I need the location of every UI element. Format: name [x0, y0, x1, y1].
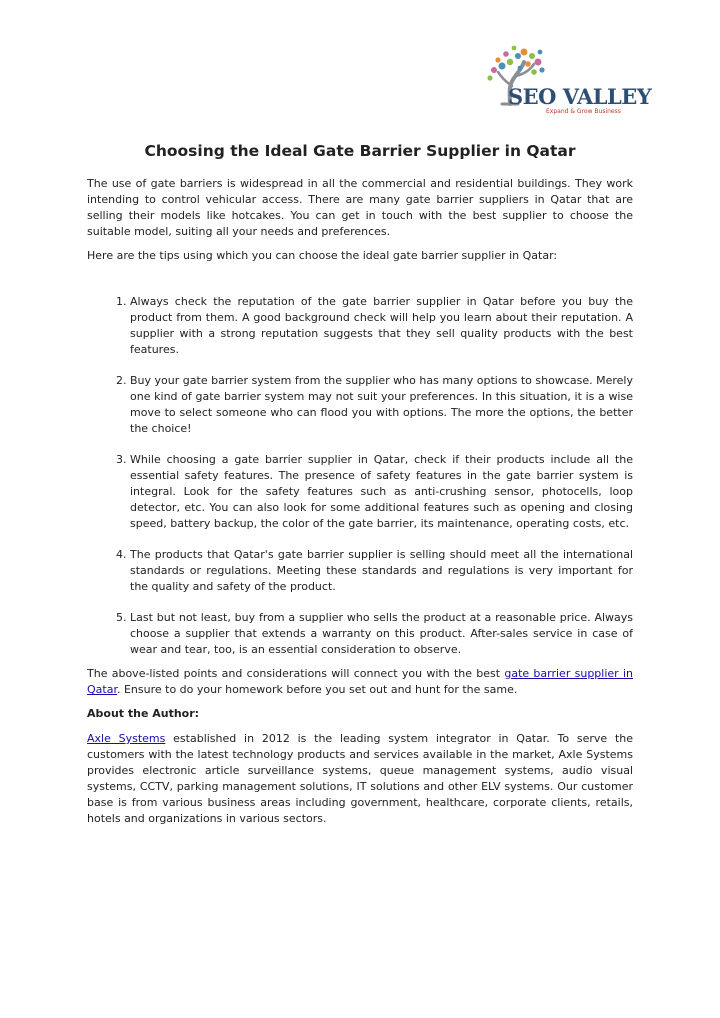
page-title: Choosing the Ideal Gate Barrier Supplier in Qatar — [144, 142, 576, 160]
list-item: 4. The products that Qatar's gate barrier supplier is selling should meet all the international standards or regulations. Meeting these standards and regulations is very important for the quality and safety of the product. — [130, 547, 633, 595]
tips-list — [87, 294, 633, 658]
seo-valley-logo — [480, 42, 652, 120]
list-item: 1. Always check the reputation of the gate barrier supplier in Qatar before you buy the product from them. A good background check will help you learn about their reputation. A supplier with a strong reputation suggests that they sell quality products with the best features. — [130, 294, 633, 358]
article — [87, 142, 633, 827]
author-text: established in 2012 is the leading system integrator in Qatar. To serve the customers with the latest technology products and services available in the market, Axle Systems provides electronic article surveillance systems, queue management systems, audio visual systems, CCTV, parking management solutions, IT solutions and other ELV systems. Our customer base is from various business areas including government, healthcare, corporate clients, retails, hotels and organizations in various sectors. — [87, 732, 633, 825]
conclusion-paragraph — [87, 666, 633, 698]
conclusion-text-start: The above-listed points and considerations will connect you with the best — [87, 667, 505, 680]
gate-barrier-supplier-link[interactable]: gate barrier supplier in Qatar — [87, 667, 633, 696]
tips-intro-paragraph: Here are the tips using which you can choose the ideal gate barrier supplier in Qatar: — [87, 249, 558, 262]
axle-systems-link[interactable]: Axle Systems — [87, 732, 166, 745]
intro-paragraph: The use of gate barriers is widespread in all the commercial and residential buildings. They work intending to control vehicular access. There are many gate barrier suppliers in Qatar that are selling their models like hotcakes. You can get in touch with the best supplier to choose the suitable model, suiting all your needs and preferences. — [87, 177, 633, 238]
list-item: 2. Buy your gate barrier system from the supplier who has many options to showcase. Merely one kind of gate barrier system may not suit your preferences. In this situation, it is a wise move to select someone who can flood you with options. The more the options, the better the choice! — [130, 373, 633, 437]
author-heading: About the Author: — [87, 707, 200, 720]
conclusion-text-end: . Ensure to do your homework before you set out and hunt for the same. — [116, 683, 518, 696]
logo-tagline: Expand & Grow Business — [546, 108, 621, 115]
author-paragraph — [87, 731, 633, 827]
list-item: 5. Last but not least, buy from a supplier who sells the product at a reasonable price. Always choose a supplier that extends a warranty on this product. After-sales service in case of wear and tear, too, is an essential consideration to observe. — [130, 610, 633, 658]
list-item: 3. While choosing a gate barrier supplier in Qatar, check if their products include all the essential safety features. The presence of safety features in the gate barrier system is integral. Look for the safety features such as anti-crushing sensor, photocells, loop detector, etc. You can also look for some additional features such as opening and closing speed, battery backup, the color of the gate barrier, its maintenance, operating costs, etc. — [130, 452, 633, 532]
logo-wordmark: SEO VALLEY — [508, 84, 652, 109]
